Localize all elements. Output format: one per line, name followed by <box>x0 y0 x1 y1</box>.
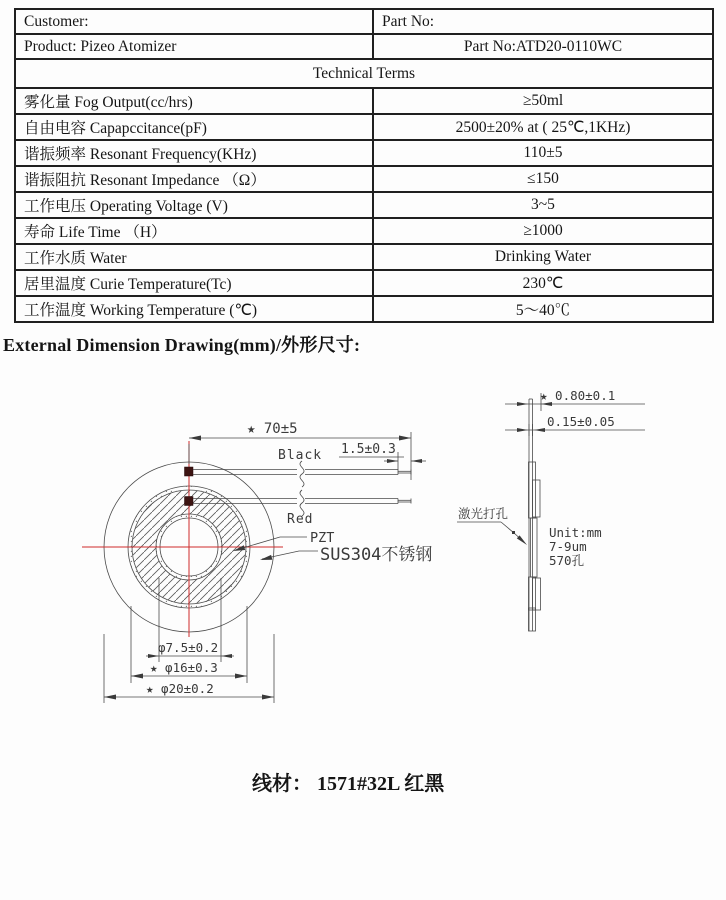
customer-label: Customer: <box>15 9 373 34</box>
spec-value: 3~5 <box>373 192 713 218</box>
spec-label: 谐振频率 Resonant Frequency(KHz) <box>15 140 373 166</box>
dim-pzt-text: ★ φ16±0.3 <box>150 660 218 675</box>
spec-label: 工作水质 Water <box>15 244 373 270</box>
spec-label: 自由电容 Capapccitance(pF) <box>15 114 373 140</box>
part-no-label: Part No: <box>373 9 713 34</box>
spec-value: 230℃ <box>373 270 713 296</box>
black-wire <box>185 461 412 487</box>
side-view-notes <box>549 525 602 568</box>
dim-tip-length-text: 1.5±0.3 <box>341 442 396 457</box>
hole-count-note: 570孔 <box>549 553 585 568</box>
dim-disc-text: ★ φ20±0.2 <box>146 681 214 696</box>
dim-sheet-thickness <box>505 414 645 436</box>
dim-wire-length-text: ★ 70±5 <box>247 421 298 437</box>
dim-total-thickness-text: ★ 0.80±0.1 <box>540 388 616 403</box>
spec-value: ≥50ml <box>373 88 713 114</box>
pzt-label: PZT <box>310 530 335 546</box>
spec-value: Drinking Water <box>373 244 713 270</box>
spec-value: 5～40℃ <box>373 296 713 322</box>
black-wire-terminal <box>185 467 194 476</box>
dim-tip-length <box>339 442 426 470</box>
spec-label: 居里温度 Curie Temperature(Tc) <box>15 270 373 296</box>
pzt-section-lower <box>533 578 541 610</box>
spec-label: 工作电压 Operating Voltage (V) <box>15 192 373 218</box>
spec-label: 工作温度 Working Temperature (℃) <box>15 296 373 322</box>
spec-value: ≤150 <box>373 166 713 192</box>
pzt-section-upper <box>533 480 541 517</box>
part-no-value: Part No:ATD20-0110WC <box>373 34 713 59</box>
wire-material-note: 线材： 1571#32L 红黑 <box>252 773 445 795</box>
black-wire-label: Black <box>278 448 323 463</box>
dim-sheet-thickness-text: 0.15±0.05 <box>547 414 615 429</box>
steel-label: SUS304不锈钢 <box>320 545 433 565</box>
unit-note: Unit:mm <box>549 525 602 540</box>
hole-size-note: 7-9um <box>549 539 587 554</box>
red-wire-terminal <box>185 497 194 506</box>
dim-total-thickness <box>505 388 645 411</box>
spec-label: 雾化量 Fog Output(cc/hrs) <box>15 88 373 114</box>
steel-leader <box>260 545 432 565</box>
spec-value: 110±5 <box>373 140 713 166</box>
red-wire-label: Red <box>287 512 314 527</box>
laser-label: 激光打孔 <box>458 506 509 521</box>
drawing-heading: External Dimension Drawing(mm)/外形尺寸: <box>3 335 361 355</box>
spec-label: 谐振阻抗 Resonant Impedance （Ω） <box>15 166 373 192</box>
side-view-section <box>529 399 541 631</box>
front-view-disc <box>82 441 283 637</box>
spec-value: ≥1000 <box>373 218 713 244</box>
laser-hole-leader <box>457 506 527 545</box>
product-label: Product: Pizeo Atomizer <box>15 34 373 59</box>
section-title: Technical Terms <box>15 59 713 88</box>
dim-hole-text: φ7.5±0.2 <box>158 640 219 655</box>
spec-value: 2500±20% at ( 25℃,1KHz) <box>373 114 713 140</box>
spec-label: 寿命 Life Time （H） <box>15 218 373 244</box>
